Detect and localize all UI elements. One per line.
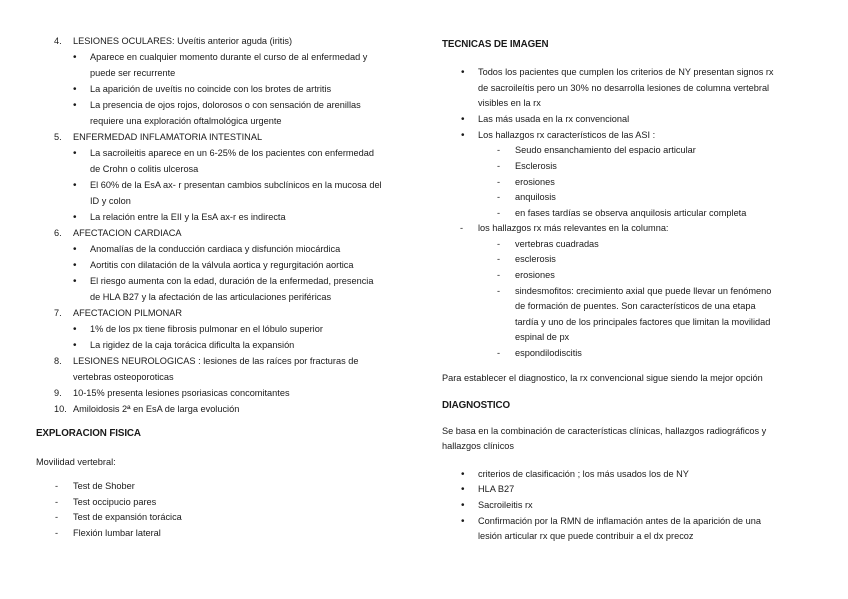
diagnostico-intro-line-1: Se basa en la combinación de características clínicas, hallazgos radiográficos y <box>442 426 767 436</box>
diagnostico-intro-line-2: hallazgos clínicos <box>442 441 515 451</box>
test-item-1: - Test de Shober <box>73 479 135 495</box>
item-9-number: 9. <box>54 388 62 398</box>
tecnicas-bullet-2: • Las más usada en la rx convencional <box>478 112 629 128</box>
item-6-bullet-3-line-2: de HLA B27 y la afectación de las articulaciones periféricas <box>90 292 332 302</box>
asi-item-2: - Esclerosis <box>515 159 557 175</box>
test-item-3: - Test de expansión torácica <box>73 510 182 526</box>
item-10-number: 10. <box>54 404 67 414</box>
item-10-text: Amiloidosis 2ª en EsA de larga evolución <box>73 404 240 414</box>
item-7-title: AFECTACION PILMONAR <box>73 308 183 318</box>
item-6-number: 6. <box>54 228 62 238</box>
diagnostico-bullet-1: • criterios de clasificación ; los más usados los de NY <box>478 467 689 483</box>
columna-item-5: - espondilodiscitis <box>515 346 582 362</box>
diagnostico-bullet-3: • Sacroileitis rx <box>478 498 533 514</box>
tecnicas-imagen-heading: TECNICAS DE IMAGEN <box>442 39 549 50</box>
item-5-bullet-2-line-1: • El 60% de la EsA ax- r presentan cambios subclínicos en la mucosa del <box>90 178 382 194</box>
tecnicas-bullet-1-line-3: visibles en la rx <box>478 98 541 108</box>
item-6-title: AFECTACION CARDIACA <box>73 228 182 238</box>
columna-item-4-line-1: - sindesmofitos: crecimiento axial que puede llevar un fenómeno <box>515 284 771 300</box>
conclusion-text: Para establecer el diagnostico, la rx convencional sigue siendo la mejor opción <box>442 373 763 383</box>
columna-item-4-line-2: de formación de puentes. Son característicos de una etapa <box>515 301 756 311</box>
item-4-bullet-2: • La aparición de uveítis no coincide con los brotes de artritis <box>90 82 331 98</box>
columna-item-2: - esclerosis <box>515 252 556 268</box>
columna-item-3: - erosiones <box>515 268 555 284</box>
asi-item-1: - Seudo ensanchamiento del espacio articular <box>515 143 696 159</box>
item-8-line-2: vertebras osteoporoticas <box>73 372 174 382</box>
item-7-bullet-1: • 1% de los px tiene fibrosis pulmonar en el lóbulo superior <box>90 322 323 338</box>
columna-item-1: - vertebras cuadradas <box>515 237 599 253</box>
item-5-bullet-1-line-1: • La sacroileitis aparece en un 6-25% de los pacientes con enfermedad <box>90 146 374 162</box>
tecnicas-bullet-1-line-1: • Todos los pacientes que cumplen los criterios de NY presentan signos rx <box>478 65 774 81</box>
asi-item-5: - en fases tardías se observa anquilosis articular completa <box>515 206 746 222</box>
diagnostico-bullet-4-line-1: • Confirmación por la RMN de inflamación antes de la aparición de una <box>478 514 761 530</box>
test-item-2: - Test occipucio pares <box>73 495 156 511</box>
test-item-4: - Flexión lumbar lateral <box>73 526 161 542</box>
item-4-number: 4. <box>54 36 62 46</box>
columna-item-4-line-4: espinal de px <box>515 332 570 342</box>
item-5-bullet-1-line-2: de Crohn o colitis ulcerosa <box>90 164 199 174</box>
tecnicas-bullet-1-line-2: de sacroileítis pero un 30% no desarrolla lesiones de columna vertebral <box>478 83 770 93</box>
item-4-title: LESIONES OCULARES: Uveítis anterior aguda (iritis) <box>73 36 293 46</box>
diagnostico-heading: DIAGNOSTICO <box>442 400 511 411</box>
exploracion-fisica-heading: EXPLORACION FISICA <box>36 428 141 439</box>
item-4-bullet-1-line-1: • Aparece en cualquier momento durante el curso de al enfermedad y <box>90 50 367 66</box>
item-4-bullet-3-line-1: • La presencia de ojos rojos, dolorosos o con sensación de arenillas <box>90 98 361 114</box>
item-8-line-1: LESIONES NEUROLOGICAS : lesiones de las raíces por fracturas de <box>73 356 359 366</box>
item-5-title: ENFERMEDAD INFLAMATORIA INTESTINAL <box>73 132 263 142</box>
item-7-number: 7. <box>54 308 62 318</box>
item-4-bullet-3-line-2: requiere una exploración oftalmológica urgente <box>90 116 282 126</box>
columna-item-4-line-3: tardía y uno de los principales factores que limitan la movilidad <box>515 317 771 327</box>
tecnicas-bullet-3: • Los hallazgos rx característicos de las ASI : <box>478 128 655 144</box>
diagnostico-bullet-2: • HLA B27 <box>478 482 514 498</box>
item-6-bullet-2: • Aortitis con dilatación de la válvula aortica y regurgitación aortica <box>90 258 354 274</box>
movilidad-vertebral-label: Movilidad vertebral: <box>36 457 116 467</box>
diagnostico-bullet-4-line-2: lesión articular rx que puede contribuir a el dx precoz <box>478 531 694 541</box>
item-7-bullet-2: • La rigidez de la caja torácica dificulta la expansión <box>90 338 294 354</box>
columna-intro: - los hallazgos rx más relevantes en la columna: <box>478 221 668 237</box>
asi-item-3: - erosiones <box>515 175 555 191</box>
item-9-text: 10-15% presenta lesiones psoriasicas concomitantes <box>73 388 290 398</box>
item-6-bullet-3-line-1: • El riesgo aumenta con la edad, duración de la enfermedad, presencia <box>90 274 373 290</box>
asi-item-4: - anquilosis <box>515 190 556 206</box>
item-5-number: 5. <box>54 132 62 142</box>
item-5-bullet-3: • La relación entre la EII y la EsA ax-r es indirecta <box>90 210 286 226</box>
item-5-bullet-2-line-2: ID y colon <box>90 196 131 206</box>
item-4-bullet-1-line-2: puede ser recurrente <box>90 68 176 78</box>
item-6-bullet-1: • Anomalías de la conducción cardiaca y disfunción miocárdica <box>90 242 340 258</box>
item-8-number: 8. <box>54 356 62 366</box>
